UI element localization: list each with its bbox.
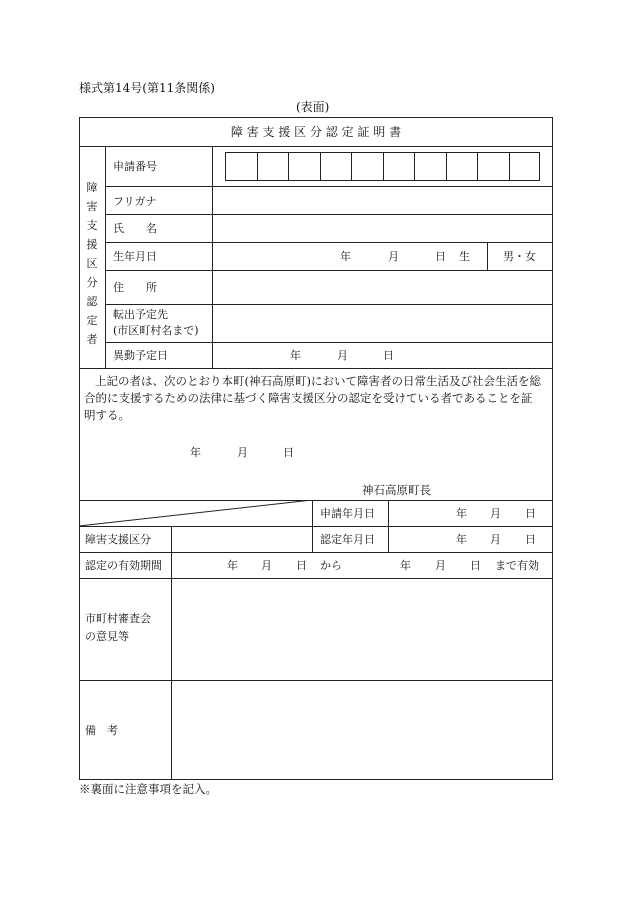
row-divider — [105, 304, 553, 305]
validity-until: まで有効 — [495, 559, 539, 572]
row-divider — [79, 368, 553, 369]
number-box-divider — [383, 152, 384, 181]
field-label-divider — [212, 146, 213, 368]
row-divider — [79, 552, 553, 553]
support-category-label: 障害支援区分 — [85, 533, 151, 546]
validity-end-year-unit: 年 — [400, 559, 411, 572]
application-date-label: 申請年月日 — [320, 507, 375, 520]
support-category-field[interactable] — [173, 528, 311, 551]
lower-label-divider — [171, 526, 172, 780]
move-date-label: 異動予定日 — [113, 349, 168, 362]
title-divider — [79, 146, 553, 147]
cert-year-unit: 年 — [190, 446, 201, 459]
number-box-divider — [509, 152, 510, 181]
number-box-divider — [320, 152, 321, 181]
form-title: 障 害 支 援 区 分 認 定 証 明 書 — [230, 125, 402, 139]
council-opinion-label-line1: 市町村審査会 — [85, 612, 151, 625]
validity-end-month-unit: 月 — [435, 559, 446, 572]
birthdate-label: 生年月日 — [113, 250, 157, 263]
cert-day-unit: 日 — [283, 446, 294, 459]
name-label: 氏 名 — [113, 222, 157, 235]
remarks-label: 備 考 — [85, 724, 118, 737]
validity-period-label: 認定の有効期間 — [85, 559, 162, 572]
birth-month-unit: 月 — [388, 250, 399, 263]
row-divider — [105, 270, 553, 271]
subject-column-divider — [105, 146, 106, 368]
transfer-label-line2: (市区町村名まで) — [113, 324, 199, 337]
furigana-label: フリガナ — [113, 195, 157, 208]
birth-day-unit: 日 — [435, 250, 446, 263]
app-date-month-unit: 月 — [490, 507, 501, 520]
validity-start-month-unit: 月 — [261, 559, 272, 572]
cert-date-year-unit: 年 — [456, 533, 467, 546]
furigana-field[interactable] — [214, 188, 551, 213]
issuer-label: 神石高原町長 — [362, 483, 431, 497]
remarks-field[interactable] — [173, 682, 551, 778]
number-box-divider — [257, 152, 258, 181]
lower-date-divider — [388, 500, 389, 552]
validity-from: から — [320, 559, 342, 572]
move-day-unit: 日 — [383, 349, 394, 362]
row-divider — [105, 342, 553, 343]
council-opinion-field[interactable] — [173, 580, 551, 679]
row-divider — [79, 680, 553, 681]
number-box-divider — [351, 152, 352, 181]
address-field[interactable] — [214, 272, 551, 303]
certification-line-2: 合的に支援するための法律に基づく障害支援区分の認定を受けている者であることを証 — [84, 391, 533, 405]
birth-year-unit: 年 — [340, 250, 351, 263]
name-field[interactable] — [214, 216, 551, 241]
row-divider — [105, 242, 553, 243]
footnote: ※裏面に注意事項を記入。 — [79, 782, 217, 796]
move-year-unit: 年 — [290, 349, 301, 362]
cert-month-unit: 月 — [237, 446, 248, 459]
gender-divider — [487, 242, 488, 270]
council-opinion-label-line2: の意見等 — [85, 630, 129, 643]
certification-date-label: 認定年月日 — [320, 533, 375, 546]
app-date-day-unit: 日 — [525, 507, 536, 520]
transfer-label-line1: 転出予定先 — [113, 308, 168, 321]
gender-option[interactable]: 男・女 — [503, 250, 536, 263]
form-number: 様式第14号(第11条関係) — [79, 81, 215, 95]
move-month-unit: 月 — [337, 349, 348, 362]
row-divider — [105, 214, 553, 215]
transfer-destination-field[interactable] — [214, 306, 551, 341]
side-label: (表面) — [296, 100, 330, 114]
cert-date-day-unit: 日 — [525, 533, 536, 546]
cert-date-month-unit: 月 — [490, 533, 501, 546]
number-box-divider — [414, 152, 415, 181]
address-label: 住 所 — [113, 281, 157, 294]
validity-start-day-unit: 日 — [296, 559, 307, 572]
certification-line-1: 上記の者は、次のとおり本町(神石高原町)において障害者の日常生活及び社会生活を総 — [95, 374, 541, 388]
number-box-divider — [477, 152, 478, 181]
validity-end-day-unit: 日 — [470, 559, 481, 572]
number-box-divider — [446, 152, 447, 181]
application-number-label: 申請番号 — [113, 160, 157, 173]
number-box-divider — [288, 152, 289, 181]
app-date-year-unit: 年 — [456, 507, 467, 520]
validity-start-year-unit: 年 — [227, 559, 238, 572]
row-divider — [79, 578, 553, 579]
certification-line-3: 明する。 — [84, 408, 130, 422]
subject-vertical-label: 障 害 支 援 区 分 認 定 者 — [86, 181, 98, 346]
row-divider — [105, 186, 553, 187]
lower-mid-divider — [312, 500, 313, 552]
birth-suffix: 生 — [459, 250, 470, 263]
diagonal-slash — [79, 500, 312, 527]
